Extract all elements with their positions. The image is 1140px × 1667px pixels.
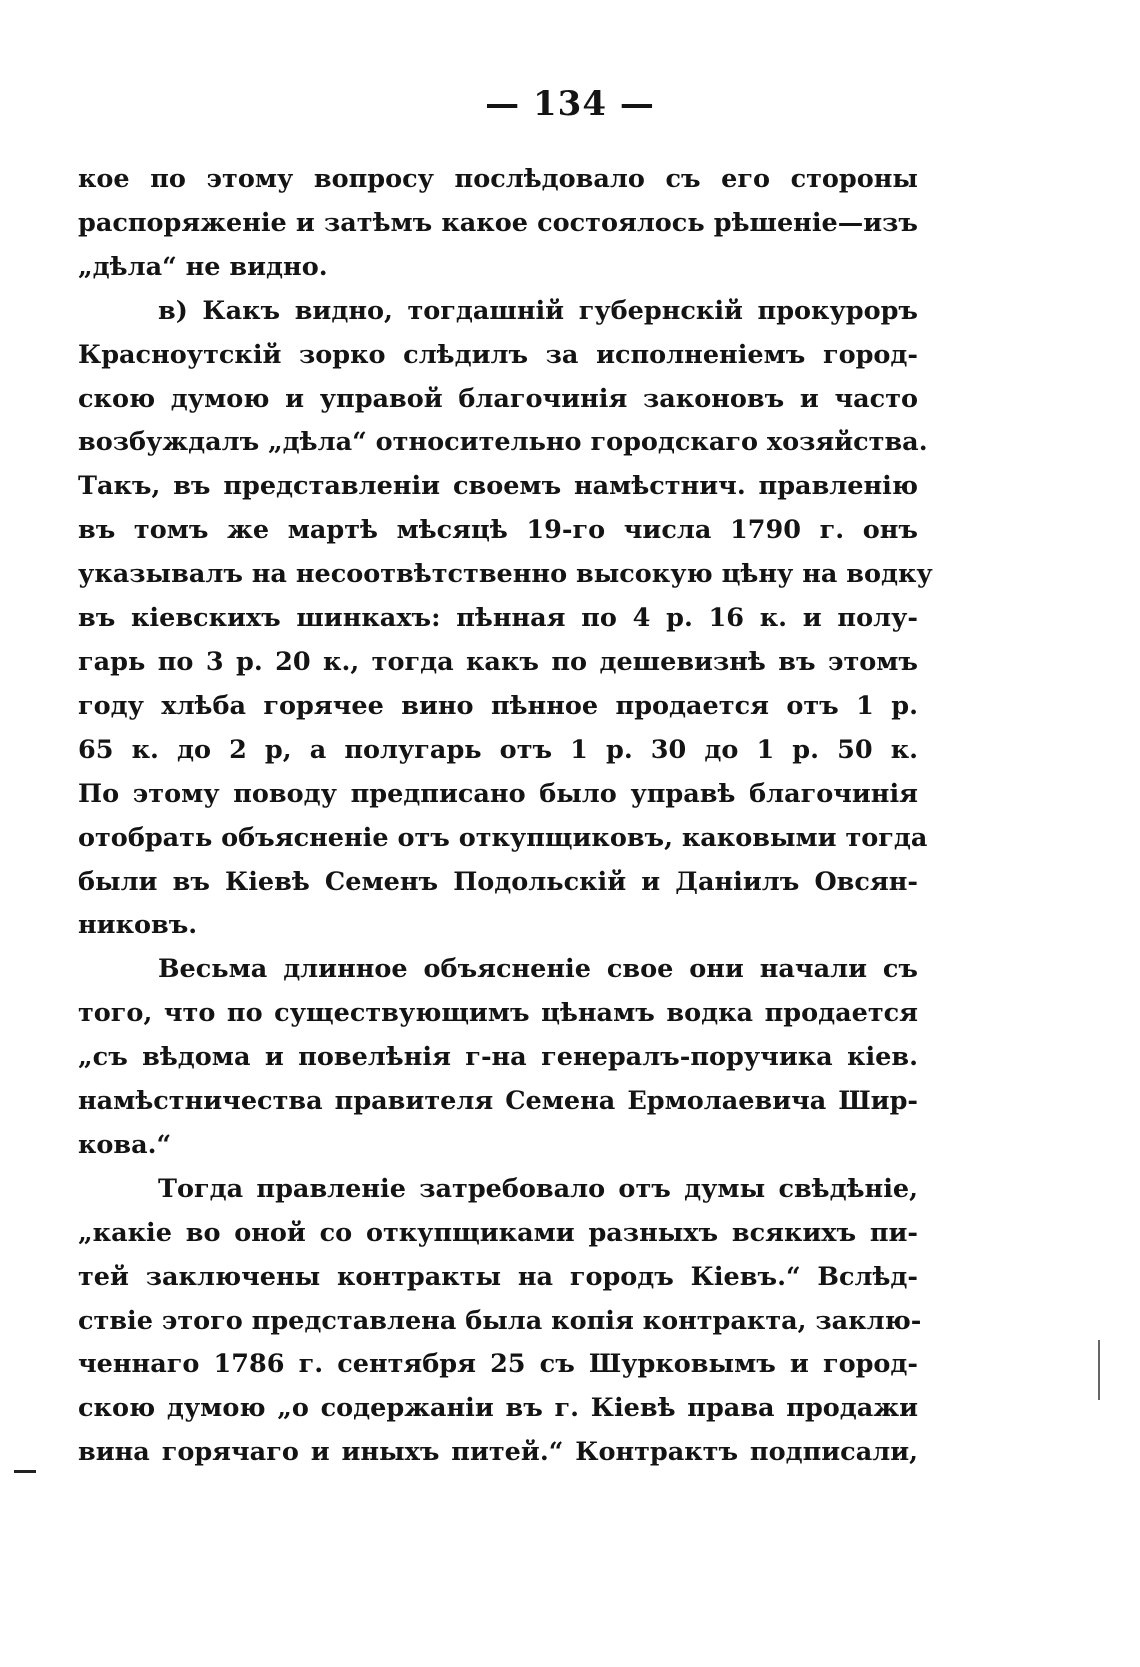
- text-line: гарь по 3 р. 20 к., тогда какъ по дешевизнѣ въ этомъ: [78, 646, 918, 677]
- text-line: кова.“: [78, 1129, 172, 1160]
- text-line: намѣстничества правителя Семена Ермолаевича Шир-: [78, 1086, 918, 1117]
- text-line: распоряженіе и затѣмъ какое состоялось рѣшеніе—изъ: [78, 207, 918, 238]
- text-line: никовъ.: [78, 910, 198, 941]
- page-number: — 134 —: [485, 84, 655, 124]
- text-line: того, что по существующимъ цѣнамъ водка продается: [78, 998, 918, 1029]
- text-line: году хлѣба горячее вино пѣнное продается отъ 1 р.: [78, 690, 918, 721]
- scan-speck: [14, 1470, 36, 1473]
- text-line: „съ вѣдома и повелѣнія г-на генералъ-поручика кіев.: [78, 1042, 918, 1073]
- text-line: По этому поводу предписано было управѣ благочинія: [78, 778, 918, 809]
- body-text: [78, 158, 933, 1475]
- text-line: тей заключены контракты на городъ Кіевъ.“ Вслѣд-: [78, 1261, 918, 1292]
- text-line: скою думою и управой благочинія законовъ и часто: [78, 383, 918, 414]
- text-line: указывалъ на несоотвѣтственно высокую цѣну на водку: [78, 559, 933, 590]
- text-line: вина горячаго и иныхъ питей.“ Контрактъ подписали,: [78, 1437, 918, 1468]
- text-line: были въ Кіевѣ Семенъ Подольскій и Даніилъ Овсян-: [78, 866, 918, 897]
- text-line: ствіе этого представлена была копія контракта, заклю-: [78, 1305, 922, 1336]
- text-line: Красноутскій зорко слѣдилъ за исполненіемъ город-: [78, 339, 918, 370]
- text-line: „дѣла“ не видно.: [78, 251, 328, 282]
- text-line: возбуждалъ „дѣла“ относительно городскаго хозяйства.: [78, 427, 928, 458]
- text-line: въ томъ же мартѣ мѣсяцѣ 19-го числа 1790 г. онъ: [78, 515, 918, 546]
- text-line: скою думою „о содержаніи въ г. Кіевѣ права продажи: [78, 1393, 918, 1424]
- text-line: ченнаго 1786 г. сентября 25 съ Шурковымъ и город-: [78, 1349, 918, 1380]
- scan-speck: [1098, 1340, 1100, 1400]
- text-line: в) Какъ видно, тогдашній губернскій прокуроръ: [158, 295, 918, 326]
- text-line: Такъ, въ представленіи своемъ намѣстнич. правленію: [78, 471, 918, 502]
- text-line: въ кіевскихъ шинкахъ: пѣнная по 4 р. 16 к. и полу-: [78, 603, 918, 634]
- text-line: 65 к. до 2 р, а полугарь отъ 1 р. 30 до 1 р. 50 к.: [78, 734, 918, 765]
- text-line: кое по этому вопросу послѣдовало съ его стороны: [78, 164, 918, 194]
- text-line: „какіе во оной со откупщиками разныхъ всякихъ пи-: [78, 1217, 918, 1248]
- text-line: Весьма длинное объясненіе свое они начали съ: [158, 954, 918, 985]
- text-line: отобрать объясненіе отъ откупщиковъ, каковыми тогда: [78, 822, 928, 853]
- text-line: Тогда правленіе затребовало отъ думы свѣдѣніе,: [158, 1173, 918, 1204]
